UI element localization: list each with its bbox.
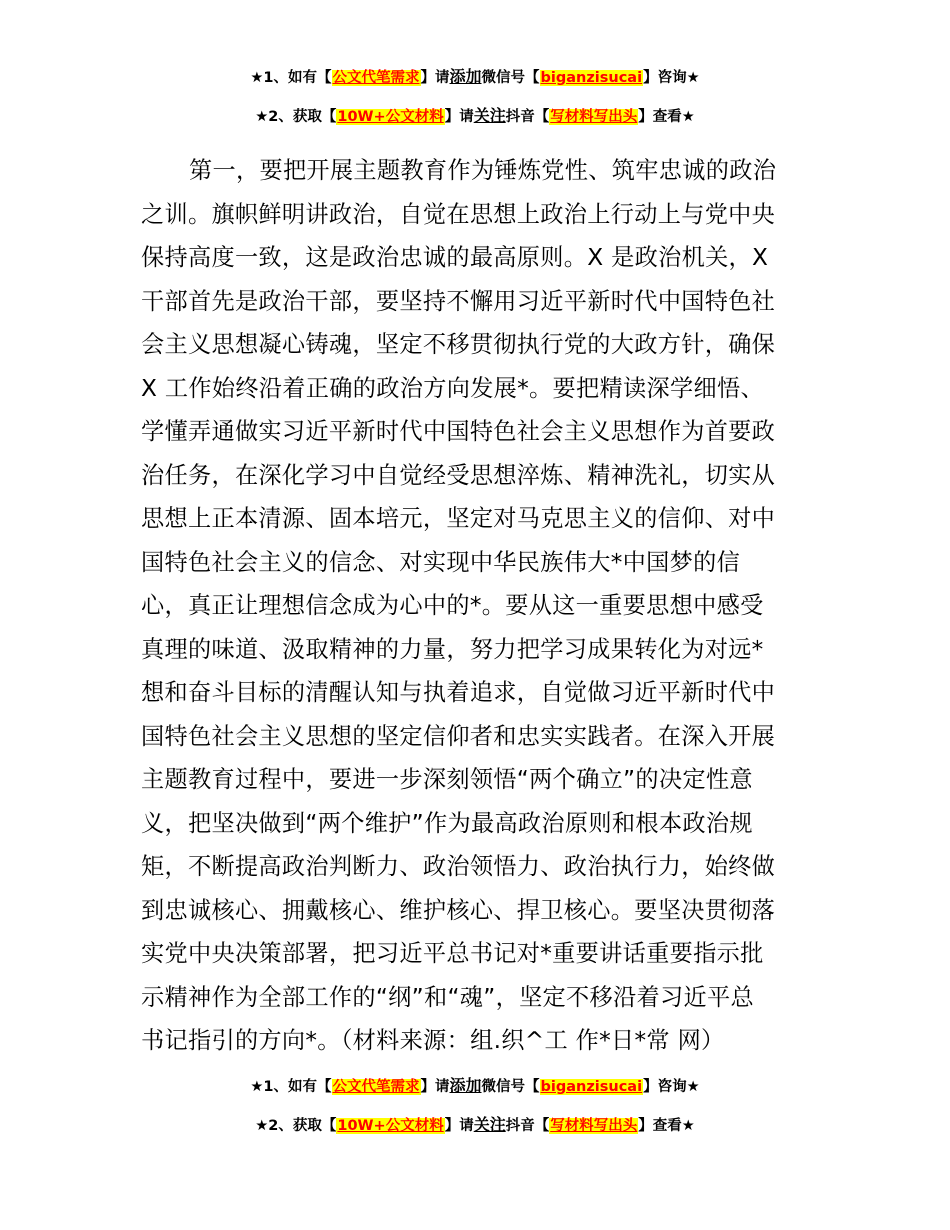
banner-emphasis: 关注 [473,106,506,125]
paragraph-line: 思想上正本清源、固本培元，坚定对马克思主义的信仰、对中 [141,505,776,532]
banner-text: 】请 [420,70,450,86]
header-banner-line-2 [0,106,950,127]
paragraph-line: 实党中央决策部署，把习近平总书记对*重要讲话重要指示批 [141,940,764,967]
paragraph-line: 示精神作为全部工作的“纲”和“魂”，坚定不移沿着习近平总 [141,983,754,1011]
banner-prefix: ★2、获取【 [255,1118,337,1134]
footer-banner-line-2 [0,1115,950,1136]
paragraph-line: 主题教育过程中，要进一步深刻领悟“两个确立”的决定性意 [141,766,753,793]
paragraph-line: 义，把坚决做到“两个维护”作为最高政治原则和根本政治规 [141,809,753,837]
banner-text: 微信号【 [481,70,540,86]
banner-highlight-wechat-id: biganzisucai [540,1079,643,1095]
paragraph-line: 会主义思想凝心铸魂，坚定不移贯彻执行党的大政方针，确保 [141,331,776,358]
paragraph-line: 保持高度一致，这是政治忠诚的最高原则。X 是政治机关，X [141,244,769,271]
banner-text: 微信号【 [481,1079,540,1095]
paragraph-line: 真理的味道、汲取精神的力量，努力把学习成果转化为对远* [141,635,764,663]
banner-highlight-douyin: 写材料写出头 [550,1118,638,1134]
banner-highlight-service: 公文代笔需求 [332,1079,420,1095]
banner-text: 】请 [444,1118,474,1134]
banner-highlight-douyin: 写材料写出头 [550,109,638,125]
footer-banner-line-1 [0,1076,950,1097]
paragraph-line: 第一，要把开展主题教育作为锤炼党性、筑牢忠诚的政治 [189,157,777,184]
paragraph-line: X 工作始终沿着正确的政治方向发展*。要把精读深学细悟、 [141,374,764,402]
paragraph-line: 书记指引的方向*。（材料来源：组.织^工 作*日*常 网） [141,1027,725,1054]
banner-text: 】请 [420,1079,450,1095]
banner-suffix: 】咨询★ [643,1079,700,1095]
banner-highlight-materials: 10W+公文材料 [337,1118,444,1134]
banner-text: 抖音【 [505,109,550,125]
banner-prefix: ★2、获取【 [255,109,337,125]
banner-prefix: ★1、如有【 [250,1079,332,1095]
paragraph-line: 心，真正让理想信念成为心中的*。要从这一重要思想中感受 [141,592,764,619]
paragraph-line: 治任务，在深化学习中自觉经受思想淬炼、精神洗礼，切实从 [141,461,776,489]
banner-highlight-materials: 10W+公文材料 [337,109,444,125]
banner-highlight-wechat-id: biganzisucai [540,70,643,86]
paragraph-line: 学懂弄通做实习近平新时代中国特色社会主义思想作为首要政 [141,418,776,445]
banner-emphasis: 关注 [473,1115,506,1134]
paragraph-line: 到忠诚核心、拥戴核心、维护核心、捍卫核心。要坚决贯彻落 [141,896,776,924]
paragraph-line: 国特色社会主义思想的坚定信仰者和忠实实践者。在深入开展 [141,722,776,750]
banner-prefix: ★1、如有【 [250,70,332,86]
paragraph-line: 国特色社会主义的信念、对实现中华民族伟大*中国梦的信 [141,548,741,576]
paragraph-line: 想和奋斗目标的清醒认知与执着追求，自觉做习近平新时代中 [141,679,776,706]
banner-highlight-service: 公文代笔需求 [332,70,420,86]
banner-text: 抖音【 [505,1118,550,1134]
paragraph-line: 干部首先是政治干部，要坚持不懈用习近平新时代中国特色社 [141,287,776,315]
paragraph-line: 之训。旗帜鲜明讲政治，自觉在思想上政治上行动上与党中央 [141,200,776,228]
banner-emphasis: 添加 [449,1076,482,1095]
header-banner-line-1 [0,67,950,88]
banner-suffix: 】查看★ [638,109,695,125]
paragraph-line: 矩，不断提高政治判断力、政治领悟力、政治执行力，始终做 [141,853,776,880]
document-paragraph [141,149,813,1063]
banner-suffix: 】查看★ [638,1118,695,1134]
banner-suffix: 】咨询★ [643,70,700,86]
banner-text: 】请 [444,109,474,125]
banner-emphasis: 添加 [449,67,482,86]
